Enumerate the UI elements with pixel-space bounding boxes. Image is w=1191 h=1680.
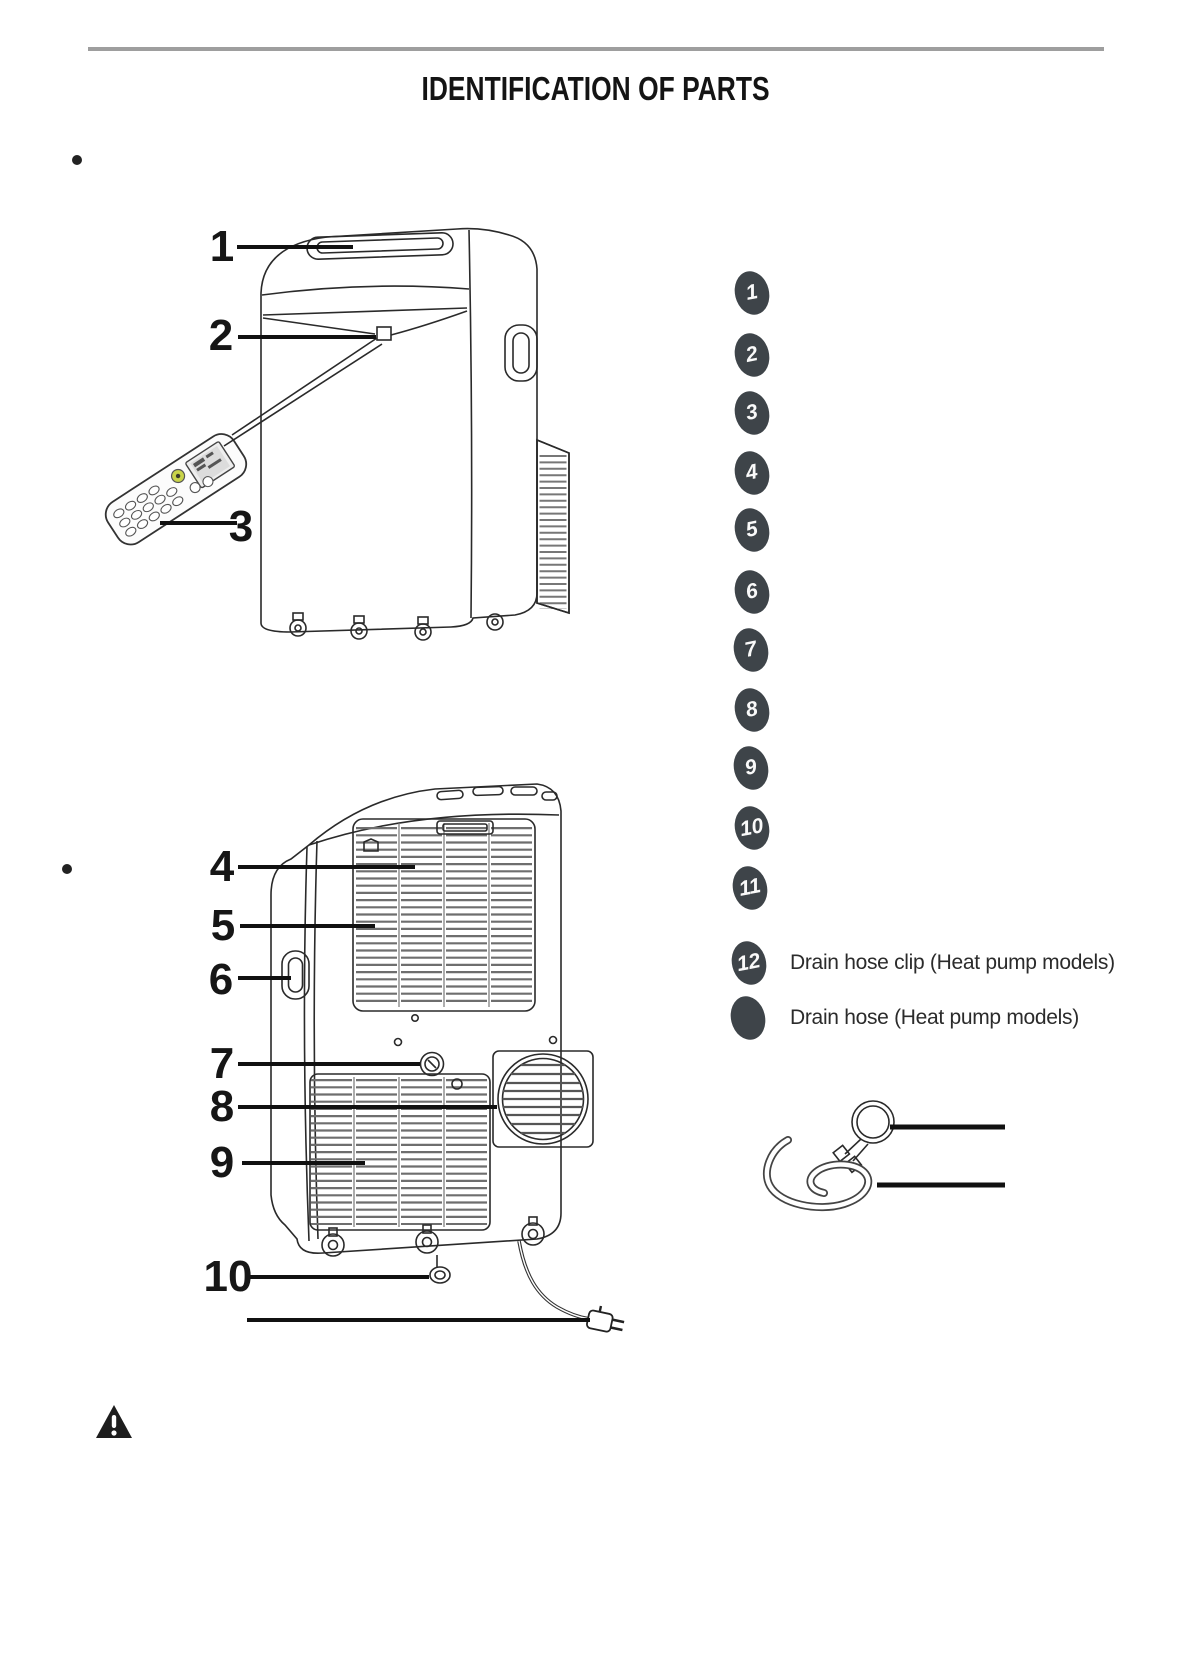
callout-label-10: 10 (203, 1252, 253, 1301)
legend-badge-6-number: 6 (743, 579, 760, 604)
front-seam-line (263, 318, 375, 334)
bullet-marker (72, 155, 82, 165)
front-seam-line (263, 308, 467, 315)
legend-badge-4-number: 4 (743, 460, 760, 485)
legend-badge-12 (727, 938, 771, 989)
legend-badge-7-number: 7 (742, 637, 759, 662)
callout-label-4: 4 (209, 842, 235, 891)
bottom-drain-outlet (430, 1255, 450, 1283)
legend-badge-4 (730, 448, 774, 499)
legend-badge-1-number: 1 (743, 280, 760, 305)
callout-label-6: 6 (208, 955, 234, 1004)
legend-badge-9-number: 9 (742, 755, 759, 780)
legend-badge-3 (730, 388, 774, 439)
legend-badge-6 (730, 567, 774, 618)
legend-badge-11-number: 11 (737, 874, 763, 901)
power-plug (586, 1304, 626, 1335)
callout-label-9: 9 (209, 1138, 235, 1187)
upper-air-filter-grille (353, 819, 535, 1011)
body-edge-line (304, 847, 309, 1241)
front-seam-line (391, 311, 467, 335)
legend-badge-3-number: 3 (743, 400, 760, 425)
legend-badge-10 (730, 803, 774, 854)
drain-hose-drawing (767, 1140, 868, 1207)
front-unit-body (261, 229, 537, 632)
legend-badge-2-number: 2 (743, 342, 760, 367)
body-edge-line (314, 841, 318, 1239)
callout-label-5: 5 (210, 901, 236, 950)
legend-label-drain-hose-clip: Drain hose clip (Heat pump models) (790, 951, 1115, 974)
accessories-figure (740, 1080, 1020, 1230)
screws (395, 1015, 557, 1046)
callout-label-1: 1 (209, 222, 235, 271)
legend-badge-2 (730, 330, 774, 381)
signal-beam-line (232, 338, 377, 435)
lid-seam-line (262, 286, 469, 295)
legend-badge-9 (729, 743, 773, 794)
bullet-marker (62, 864, 72, 874)
callout-label-3: 3 (228, 502, 254, 551)
legend-badge-8-number: 8 (743, 697, 760, 722)
legend-badge-8 (730, 685, 774, 736)
body-edge-line (469, 230, 472, 618)
legend-label-drain-hose: Drain hose (Heat pump models) (790, 1006, 1079, 1029)
callout-label-7: 7 (209, 1039, 235, 1088)
legend-badge-13 (726, 993, 770, 1044)
legend-badge-11 (728, 863, 772, 914)
page-title-row (0, 70, 1191, 108)
power-cord (519, 1241, 590, 1319)
legend-badge-7 (729, 625, 773, 676)
page-title: IDENTIFICATION OF PARTS (421, 70, 770, 107)
exhaust-air-outlet (493, 1051, 593, 1147)
signal-beam-line (224, 344, 382, 446)
legend-badge-1 (730, 268, 774, 319)
legend-badge-10-number: 10 (738, 813, 766, 842)
top-rule (88, 47, 1104, 51)
callout-label-2: 2 (208, 311, 234, 360)
legend-badge-12-number: 12 (735, 948, 763, 977)
callout-label-8: 8 (209, 1082, 235, 1131)
legend-badge-5-number: 5 (743, 517, 760, 542)
warning-triangle-icon (94, 1403, 134, 1441)
lower-air-intake-grille (310, 1074, 490, 1230)
legend-badge-5 (730, 505, 774, 556)
side-handle (505, 325, 537, 381)
back-view-figure (85, 775, 665, 1355)
upper-drain-plug (421, 1053, 444, 1076)
front-view-figure (85, 185, 585, 650)
signal-receiver (377, 327, 391, 340)
